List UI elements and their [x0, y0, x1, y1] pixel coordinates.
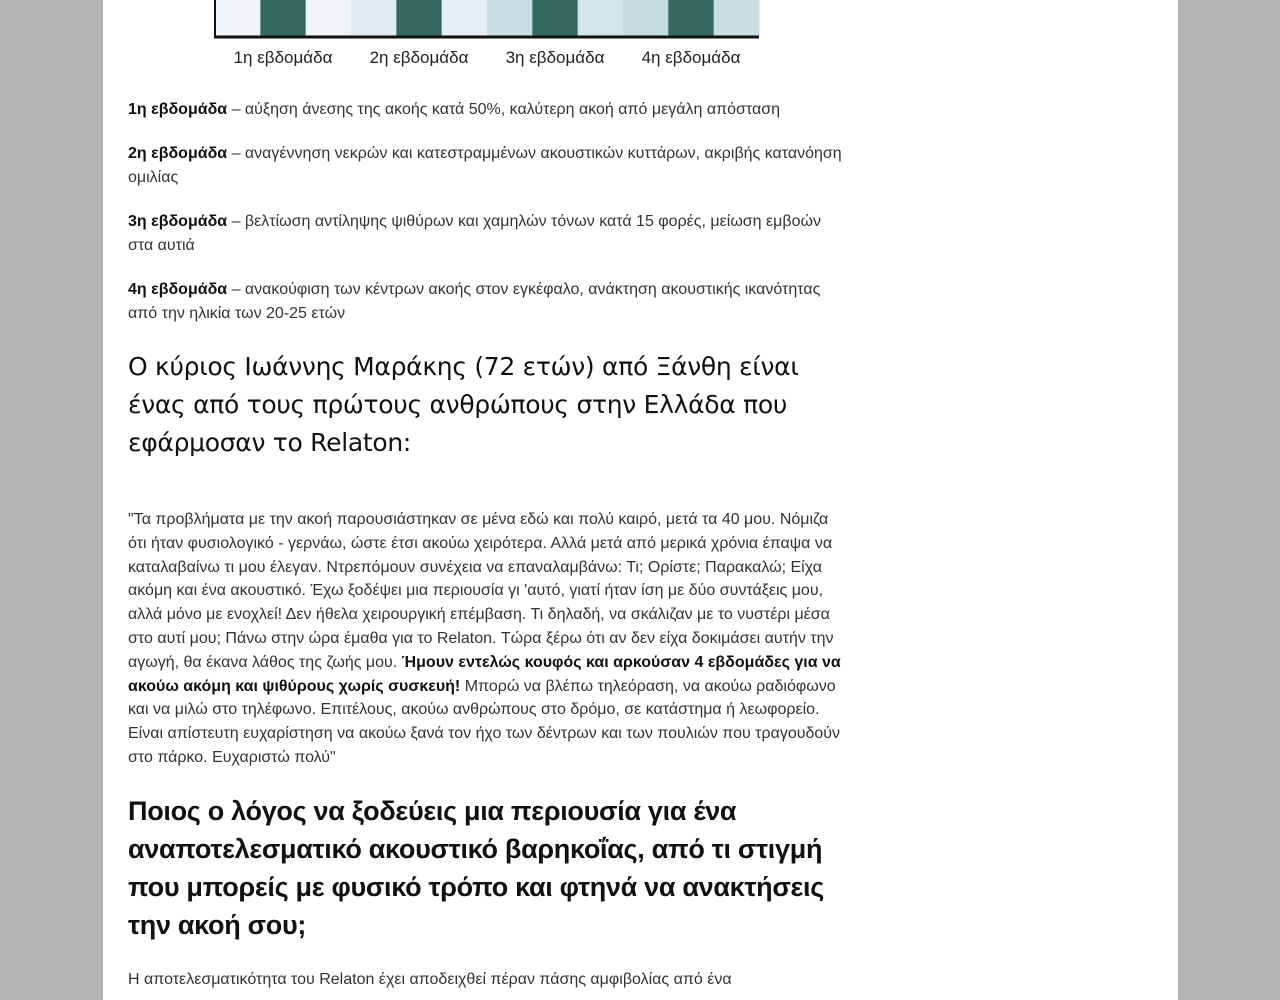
chart-cell — [306, 0, 352, 36]
week-text: – αναγέννηση νεκρών και κατεστραμμένων ακουστικών κυττάρων, ακριβής κατανόηση ομιλίας — [128, 145, 842, 186]
quote-text-continued: Μπορώ να βλέπω τηλεόραση, να ακούω ραδιόφωνο και να μιλώ στο τηλέφωνο. Επιτέλους, ακούω ανθρώπους στο δρόμο, σε κατάστημα ή λεωφορείο. Είναι απίστευτη ευχαρίστηση να ακούω ξανά τον ήχο των δέντρων και των πουλιών που τραγουδούν στο πάρκο. Ευχαριστώ πολύ" — [128, 677, 841, 766]
week-item — [128, 278, 843, 326]
week-label: 3η εβδομάδα — [128, 213, 228, 230]
chart-category-label: 3η εβδομάδα — [505, 48, 605, 67]
chart-cell — [442, 0, 488, 36]
week-label: 4η εβδομάδα — [128, 281, 228, 298]
week-item — [128, 210, 843, 258]
testimonial-quote — [128, 508, 843, 770]
section-paragraph: Η αποτελεσματικότητα του Relaton έχει αποδειχθεί πέραν πάσης αμφιβολίας από ένα — [128, 970, 732, 988]
chart-cell — [215, 0, 261, 36]
chart-cell — [714, 0, 760, 36]
week-text: – ανακούφιση των κέντρων ακοής στον εγκέφαλο, ανάκτηση ακουστικής ικανότητας από την ηλικία των 20-25 ετών — [128, 281, 821, 322]
week-item — [128, 98, 843, 122]
weeks-list — [128, 98, 843, 326]
week-label: 1η εβδομάδα — [128, 101, 228, 118]
article-page — [103, 0, 1178, 1000]
chart-cell — [623, 0, 669, 36]
testimonial-heading: Ο κύριος Ιωάννης Μαράκης (72 ετών) από Ξάνθη είναι ένας από τους πρώτους ανθρώπους στην Ελλάδα που εφάρμοσαν το Relaton: — [128, 352, 799, 457]
chart-cell — [578, 0, 624, 36]
article-content — [128, 98, 843, 992]
weekly-progress-chart — [213, 0, 873, 80]
chart-category-label: 4η εβδομάδα — [641, 48, 741, 67]
chart-cell — [532, 0, 578, 36]
quote-text: "Τα προβλήματα με την ακοή παρουσιάστηκαν σε μένα εδώ και πολύ καιρό, μετά τα 40 μου. Νόμιζα ότι ήταν φυσιολογικό - γερνάω, ώστε έτσι ακούω χειρότερα. Αλλά μετά από μερικά χρόνια έπαψα να καταλαβαίνω τι μου έλεγαν. Ντρεπόμουν συνέχεια να επαναλαμβάνω: Τι; Ορίστε; Παρακαλώ; Είχα ακόμη και ένα ακουστικό. Έχω ξοδέψει μια περιουσία γι 'αυτό, γιατί ήταν ίση με δύο συντάξεις μου, αλλά μόνο με ενοχλεί! Δεν ήθελα χειρουργική επέμβαση. Τι δηλαδή, να σκάλιζαν με το νυστέρι μέσα στο αυτί μου; Πάνω στην ώρα έμαθα για το Relaton. Τώρα ξέρω ότι αν δεν είχα δοκιμάσει αυτήν την αγωγή, θα έκανα λάθος της ζωής μου. — [128, 511, 834, 671]
chart-category-label: 1η εβδομάδα — [233, 48, 333, 67]
week-item — [128, 142, 843, 190]
chart-cell — [487, 0, 533, 36]
section-heading: Ποιος ο λόγος να ξοδεύεις μια περιουσία για ένα αναποτελεσματικό ακουστικό βαρηκοΐας, από τι στιγμή που μπορείς με φυσικό τρόπο και φτηνά να ανακτήσεις την ακοή σου; — [128, 795, 824, 940]
quote-highlight: Ήμουν εντελώς κουφός και αρκούσαν 4 εβδομάδες για να ακούω ακόμη και ψιθύρους χωρίς συσκευή! — [128, 653, 841, 695]
chart-category-label: 2η εβδομάδα — [369, 48, 469, 67]
chart-cell — [396, 0, 442, 36]
week-text: – βελτίωση αντίληψης ψιθύρων και χαμηλών τόνων κατά 15 φορές, μείωση εμβοών στα αυτιά — [128, 213, 821, 254]
chart-cell — [351, 0, 397, 36]
week-text: – αύξηση άνεσης της ακοής κατά 50%, καλύτερη ακοή από μεγάλη απόσταση — [227, 101, 781, 118]
chart-cell — [260, 0, 306, 36]
chart-cell — [668, 0, 714, 36]
week-label: 2η εβδομάδα — [128, 145, 228, 162]
